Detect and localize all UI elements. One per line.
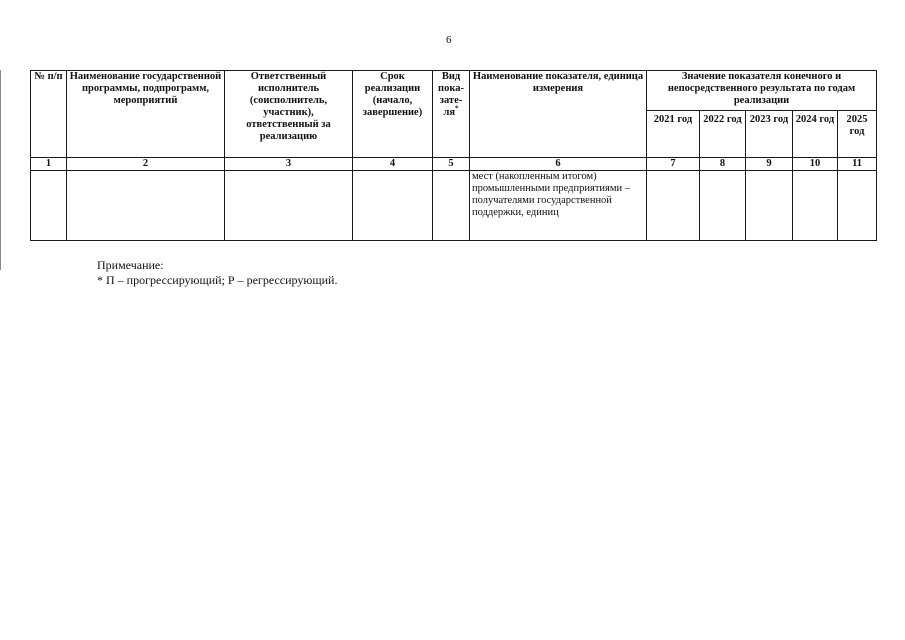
indicator-type-label: Вид пока-зате-ля xyxy=(438,71,464,118)
column-number: 11 xyxy=(838,158,877,171)
header-cell-year-2025: 2025 год xyxy=(838,111,877,158)
table-cell xyxy=(838,171,877,241)
column-number-row xyxy=(31,158,877,171)
table-cell xyxy=(67,171,225,241)
table-cell xyxy=(353,171,433,241)
table-cell xyxy=(647,171,700,241)
page-number: 6 xyxy=(446,34,452,46)
header-cell-values-group: Значение показателя конечного и непосредственного результата по годам реализации xyxy=(647,71,877,111)
table-cell xyxy=(793,171,838,241)
header-cell-year-2024: 2024 год xyxy=(793,111,838,158)
indicator-name-cell: мест (накопленным итогом) промышленными предприятиями – получателями государственной поддержки, единиц xyxy=(470,171,647,241)
header-cell-number: № п/п xyxy=(31,71,67,158)
column-number: 2 xyxy=(67,158,225,171)
column-number: 6 xyxy=(470,158,647,171)
table-cell xyxy=(433,171,470,241)
column-number: 7 xyxy=(647,158,700,171)
footnote-title: Примечание: xyxy=(97,258,164,272)
column-number: 10 xyxy=(793,158,838,171)
header-cell-term: Срок реализации (начало, завершение) xyxy=(353,71,433,158)
table-cell xyxy=(700,171,746,241)
header-cell-year-2021: 2021 год xyxy=(647,111,700,158)
indicator-table xyxy=(30,70,877,241)
column-number: 8 xyxy=(700,158,746,171)
column-number: 3 xyxy=(225,158,353,171)
footnote xyxy=(97,258,337,288)
footnote-text: * П – прогрессирующий; Р – регрессирующий. xyxy=(97,273,338,287)
header-row-top xyxy=(31,71,877,111)
table-cell xyxy=(746,171,793,241)
header-cell-program: Наименование государственной программы, подпрограмм, мероприятий xyxy=(67,71,225,158)
footnote-mark: * xyxy=(455,104,459,113)
header-cell-indicator-type xyxy=(433,71,470,158)
header-cell-indicator-name: Наименование показателя, единица измерения xyxy=(470,71,647,158)
table-cell xyxy=(31,171,67,241)
table-row xyxy=(31,171,877,241)
column-number: 5 xyxy=(433,158,470,171)
header-cell-year-2023: 2023 год xyxy=(746,111,793,158)
header-cell-year-2022: 2022 год xyxy=(700,111,746,158)
column-number: 1 xyxy=(31,158,67,171)
page-edge-mark xyxy=(0,70,1,270)
column-number: 9 xyxy=(746,158,793,171)
column-number: 4 xyxy=(353,158,433,171)
table-cell xyxy=(225,171,353,241)
header-cell-executor: Ответственный исполнитель (соисполнитель, участник), ответственный за реализацию xyxy=(225,71,353,158)
